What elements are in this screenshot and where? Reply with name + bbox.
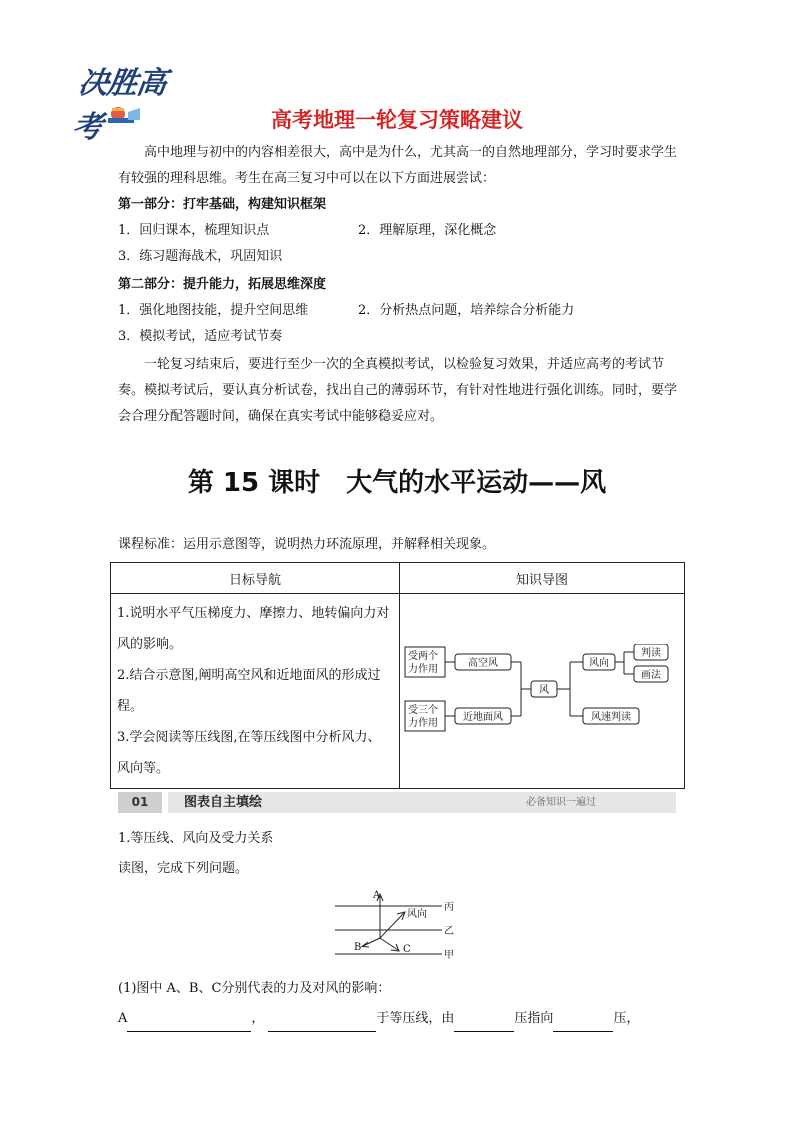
map-node-wind: 风: [539, 685, 549, 696]
map-node-direction: 风向: [589, 658, 609, 669]
fill-label-a: A: [118, 1011, 128, 1026]
wind-direction-label: 风向: [407, 909, 427, 920]
answer-blank-2[interactable]: [268, 1017, 376, 1032]
isobar-label-bing: 丙: [444, 902, 454, 913]
part1-heading: 第一部分：打牢基础，构建知识框架: [118, 197, 327, 212]
map-node-speed: 风速判读: [591, 712, 631, 723]
part2-heading: 第二部分：提升能力，拓展思维深度: [118, 277, 327, 292]
closing-paragraph: 一轮复习结束后，要进行至少一次的全真模拟考试，以检验复习效果，并适应高考的考试节奏。模拟考试后，要认真分析试卷，找出自己的薄弱环节，有针对性地进行强化训练。同时，要学会合理分配答题时间，确保在真实考试中能够稳妥应对。: [118, 357, 678, 424]
answer-blank-3[interactable]: [454, 1017, 514, 1032]
answer-blank-1[interactable]: [127, 1017, 251, 1032]
knowledge-map-cell: [400, 594, 685, 789]
document-title: 高考地理一轮复习策略建议: [271, 108, 523, 132]
part1-item-1: 1．回归课本，梳理知识点: [118, 223, 270, 238]
answer-blank-4[interactable]: [553, 1017, 613, 1032]
map-node-two-forces: 受两个力作用: [408, 651, 438, 675]
section-header: [118, 792, 676, 813]
part2-item-2: 2．分析热点问题，培养综合分析能力: [358, 303, 575, 318]
isobar-force-figure: [330, 888, 470, 964]
part1-item-2: 2．理解原理，深化概念: [358, 223, 497, 238]
goal-item: 1.说明水平气压梯度力、摩擦力、地转偏向力对风的影响。: [117, 606, 390, 652]
map-node-three-forces: 受三个力作用: [408, 705, 438, 729]
isobar-label-yi: 乙: [444, 926, 454, 937]
section-number: 01: [118, 792, 162, 813]
curriculum-standard: 课程标准：运用示意图等，说明热力环流原理，并解释相关现象。: [118, 537, 496, 552]
part2-item-1: 1．强化地图技能，提升空间思维: [118, 303, 309, 318]
section-title: 图表自主填绘: [184, 795, 263, 810]
knowledge-map-header: 知识导图: [400, 563, 685, 594]
goal-item: 3.学会阅读等压线图,在等压线图中分析风力、风向等。: [117, 730, 381, 776]
map-node-high-wind: 高空风: [468, 658, 498, 669]
fill-in-line: [118, 1006, 639, 1032]
goals-header: 日标导航: [111, 563, 400, 594]
logo-text: 决胜高考: [69, 66, 169, 145]
fill-comma: ，: [251, 1011, 265, 1026]
question-1-part-1: (1)图中 A、B、C分别代表的力及对风的影响：: [118, 981, 391, 996]
isobar-label-jia: 甲: [444, 950, 454, 961]
knowledge-map-diagram: [400, 644, 684, 734]
map-node-draw: 画法: [641, 670, 661, 681]
force-a-label: A: [373, 890, 381, 901]
part1-item-3: 3．练习题海战术，巩固知识: [118, 249, 283, 264]
map-node-surface-wind: 近地面风: [463, 712, 503, 723]
section-divider: [162, 792, 168, 813]
goals-table: [110, 562, 685, 789]
force-b-label: B: [354, 942, 362, 953]
section-subtitle: 必备知识一遍过: [526, 797, 596, 808]
part2-item-3: 3．模拟考试，适应考试节奏: [118, 329, 283, 344]
lesson-title: 第 15 课时 大气的水平运动——风: [187, 468, 607, 498]
fill-pressure-to: 压指向: [514, 1011, 554, 1026]
intro-paragraph: 高中地理与初中的内容相差很大，高中是为什么，尤其高一的自然地理部分，学习时要求学生有较强的理科思维。考生在高三复习中可以在以下方面进展尝试：: [118, 145, 678, 186]
map-node-read: 判读: [641, 648, 661, 659]
question-1-title: 1.等压线、风向及受力关系: [118, 831, 274, 846]
force-c-label: C: [403, 944, 411, 955]
fill-perpendicular: 于等压线，由: [376, 1011, 455, 1026]
fill-pressure-end: 压，: [613, 1011, 640, 1026]
goals-cell: [111, 594, 400, 789]
question-1-prompt: 读图，完成下列问题。: [118, 861, 249, 876]
goal-item: 2.结合示意图,阐明高空风和近地面风的形成过程。: [117, 668, 381, 714]
